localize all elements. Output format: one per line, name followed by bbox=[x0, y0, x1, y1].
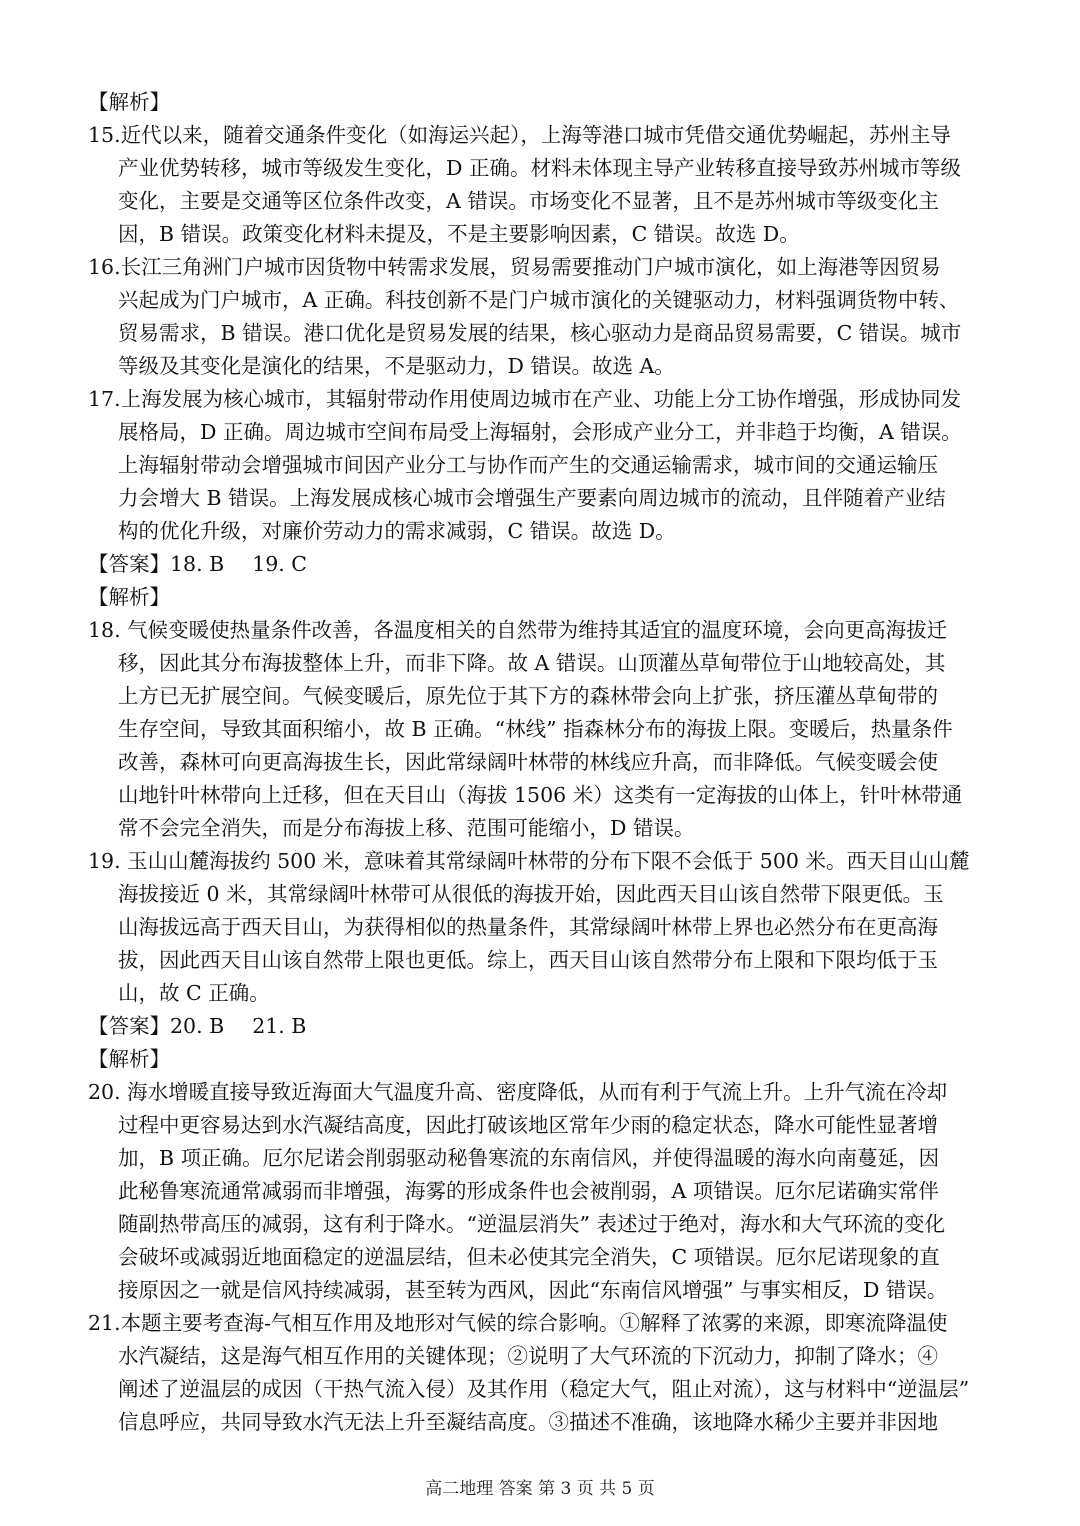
explanation-line: 力会增大 B 错误。上海发展成核心城市会增强生产要素向周边城市的流动，且伴随着产业结 bbox=[118, 486, 946, 510]
section-heading bbox=[88, 1043, 998, 1076]
explanation-line: 18. 气候变暖使热量条件改善，各温度相关的自然带为维持其适宜的温度环境，会向更高海拔迁 bbox=[88, 618, 948, 642]
answer-key-line bbox=[88, 1010, 998, 1043]
explanation-item bbox=[88, 845, 998, 1010]
explanation-line: 17.上海发展为核心城市，其辐射带动作用使周边城市在产业、功能上分工协作增强，形成协同发 bbox=[88, 387, 962, 411]
answer-value: 20. B bbox=[170, 1014, 225, 1038]
section-heading bbox=[88, 86, 998, 119]
explanation-item bbox=[88, 251, 998, 383]
answer-label: 【答案】 bbox=[88, 552, 170, 576]
explanation-line: 过程中更容易达到水汽凝结高度，因此打破该地区常年少雨的稳定状态，降水可能性显著增 bbox=[118, 1113, 938, 1137]
heading-text: 【解析】 bbox=[88, 90, 170, 114]
explanation-line: 阐述了逆温层的成因（干热气流入侵）及其作用（稳定大气，阻止对流），这与材料中“逆温层” bbox=[118, 1377, 970, 1401]
explanation-line: 拔，因此西天目山该自然带上限也更低。综上，西天目山该自然带分布上限和下限均低于玉 bbox=[118, 948, 938, 972]
heading-text: 【解析】 bbox=[88, 585, 170, 609]
explanation-line: 常不会完全消失，而是分布海拔上移、范围可能缩小，D 错误。 bbox=[118, 816, 695, 840]
answer-value: 19. C bbox=[252, 552, 307, 576]
explanation-line: 产业优势转移，城市等级发生变化，D 正确。材料未体现主导产业转移直接导致苏州城市等级 bbox=[118, 156, 961, 180]
explanation-item bbox=[88, 614, 998, 845]
explanation-line: 此秘鲁寒流通常减弱而非增强，海雾的形成条件也会被削弱，A 项错误。厄尔尼诺确实常伴 bbox=[118, 1179, 939, 1203]
explanation-item bbox=[88, 1307, 998, 1439]
explanation-item bbox=[88, 383, 998, 548]
explanation-line: 海拔接近 0 米，其常绿阔叶林带可从很低的海拔开始，因此西天目山该自然带下限更低。玉 bbox=[118, 882, 944, 906]
explanation-line: 上海辐射带动会增强城市间因产业分工与协作而产生的交通运输需求，城市间的交通运输压 bbox=[118, 453, 938, 477]
answer-label: 【答案】 bbox=[88, 1014, 170, 1038]
explanation-line: 山，故 C 正确。 bbox=[118, 981, 270, 1005]
explanation-line: 山海拔远高于西天目山，为获得相似的热量条件，其常绿阔叶林带上界也必然分布在更高海 bbox=[118, 915, 938, 939]
explanation-line: 接原因之一就是信风持续减弱，甚至转为西风，因此“东南信风增强” 与事实相反，D 错误。 bbox=[118, 1278, 948, 1302]
explanation-line: 构的优化升级，对廉价劳动力的需求减弱，C 错误。故选 D。 bbox=[118, 519, 676, 543]
explanation-line: 上方已无扩展空间。气候变暖后，原先位于其下方的森林带会向上扩张，挤压灌丛草甸带的 bbox=[118, 684, 938, 708]
explanation-item bbox=[88, 119, 998, 251]
explanation-line: 山地针叶林带向上迁移，但在天目山（海拔 1506 米）这类有一定海拔的山体上，针叶林带通 bbox=[118, 783, 963, 807]
explanation-line: 加，B 项正确。厄尔尼诺会削弱驱动秘鲁寒流的东南信风，并使得温暖的海水向南蔓延，因 bbox=[118, 1146, 940, 1170]
answer-key-line bbox=[88, 548, 998, 581]
explanation-line: 随副热带高压的减弱，这有利于降水。“逆温层消失” 表述过于绝对，海水和大气环流的变化 bbox=[118, 1212, 945, 1236]
page-footer: 高二地理 答案 第 3 页 共 5 页 bbox=[425, 1479, 655, 1499]
explanation-line: 会破坏或减弱近地面稳定的逆温层结，但未必使其完全消失，C 项错误。厄尔尼诺现象的直 bbox=[118, 1245, 940, 1269]
explanation-item bbox=[88, 1076, 998, 1307]
explanation-line: 变化，主要是交通等区位条件改变，A 错误。市场变化不显著，且不是苏州城市等级变化主 bbox=[118, 189, 939, 213]
answer-value: 21. B bbox=[252, 1014, 307, 1038]
explanation-line: 水汽凝结，这是海气相互作用的关键体现；②说明了大气环流的下沉动力，抑制了降水；④ bbox=[118, 1344, 938, 1368]
answer-value: 18. B bbox=[170, 552, 225, 576]
answer-page-body bbox=[88, 86, 998, 1439]
explanation-line: 贸易需求，B 错误。港口优化是贸易发展的结果，核心驱动力是商品贸易需要，C 错误。城市 bbox=[118, 321, 962, 345]
explanation-line: 改善，森林可向更高海拔生长，因此常绿阔叶林带的林线应升高，而非降低。气候变暖会使 bbox=[118, 750, 938, 774]
explanation-line: 19. 玉山山麓海拔约 500 米，意味着其常绿阔叶林带的分布下限不会低于 500 米。西天目山山麓 bbox=[88, 849, 970, 873]
explanation-line: 21.本题主要考查海-气相互作用及地形对气候的综合影响。①解释了浓雾的来源，即寒流降温使 bbox=[88, 1311, 948, 1335]
explanation-line: 移，因此其分布海拔整体上升，而非下降。故 A 错误。山顶灌丛草甸带位于山地较高处，其 bbox=[118, 651, 946, 675]
explanation-line: 信息呼应，共同导致水汽无法上升至凝结高度。③描述不准确，该地降水稀少主要并非因地 bbox=[118, 1410, 938, 1434]
heading-text: 【解析】 bbox=[88, 1047, 170, 1071]
explanation-line: 生存空间，导致其面积缩小，故 B 正确。“林线” 指森林分布的海拔上限。变暖后，热量条件 bbox=[118, 717, 953, 741]
explanation-line: 15.近代以来，随着交通条件变化（如海运兴起），上海等港口城市凭借交通优势崛起，苏州主导 bbox=[88, 123, 951, 147]
explanation-line: 20. 海水增暖直接导致近海面大气温度升高、密度降低，从而有利于气流上升。上升气流在冷却 bbox=[88, 1080, 948, 1104]
section-heading bbox=[88, 581, 998, 614]
explanation-line: 兴起成为门户城市，A 正确。科技创新不是门户城市演化的关键驱动力，材料强调货物中转、 bbox=[118, 288, 960, 312]
explanation-line: 16.长江三角洲门户城市因货物中转需求发展，贸易需要推动门户城市演化，如上海港等因贸易 bbox=[88, 255, 941, 279]
explanation-line: 展格局，D 正确。周边城市空间布局受上海辐射，会形成产业分工，并非趋于均衡，A 错误。 bbox=[118, 420, 962, 444]
explanation-line: 因，B 错误。政策变化材料未提及，不是主要影响因素，C 错误。故选 D。 bbox=[118, 222, 800, 246]
explanation-line: 等级及其变化是演化的结果，不是驱动力，D 错误。故选 A。 bbox=[118, 354, 675, 378]
